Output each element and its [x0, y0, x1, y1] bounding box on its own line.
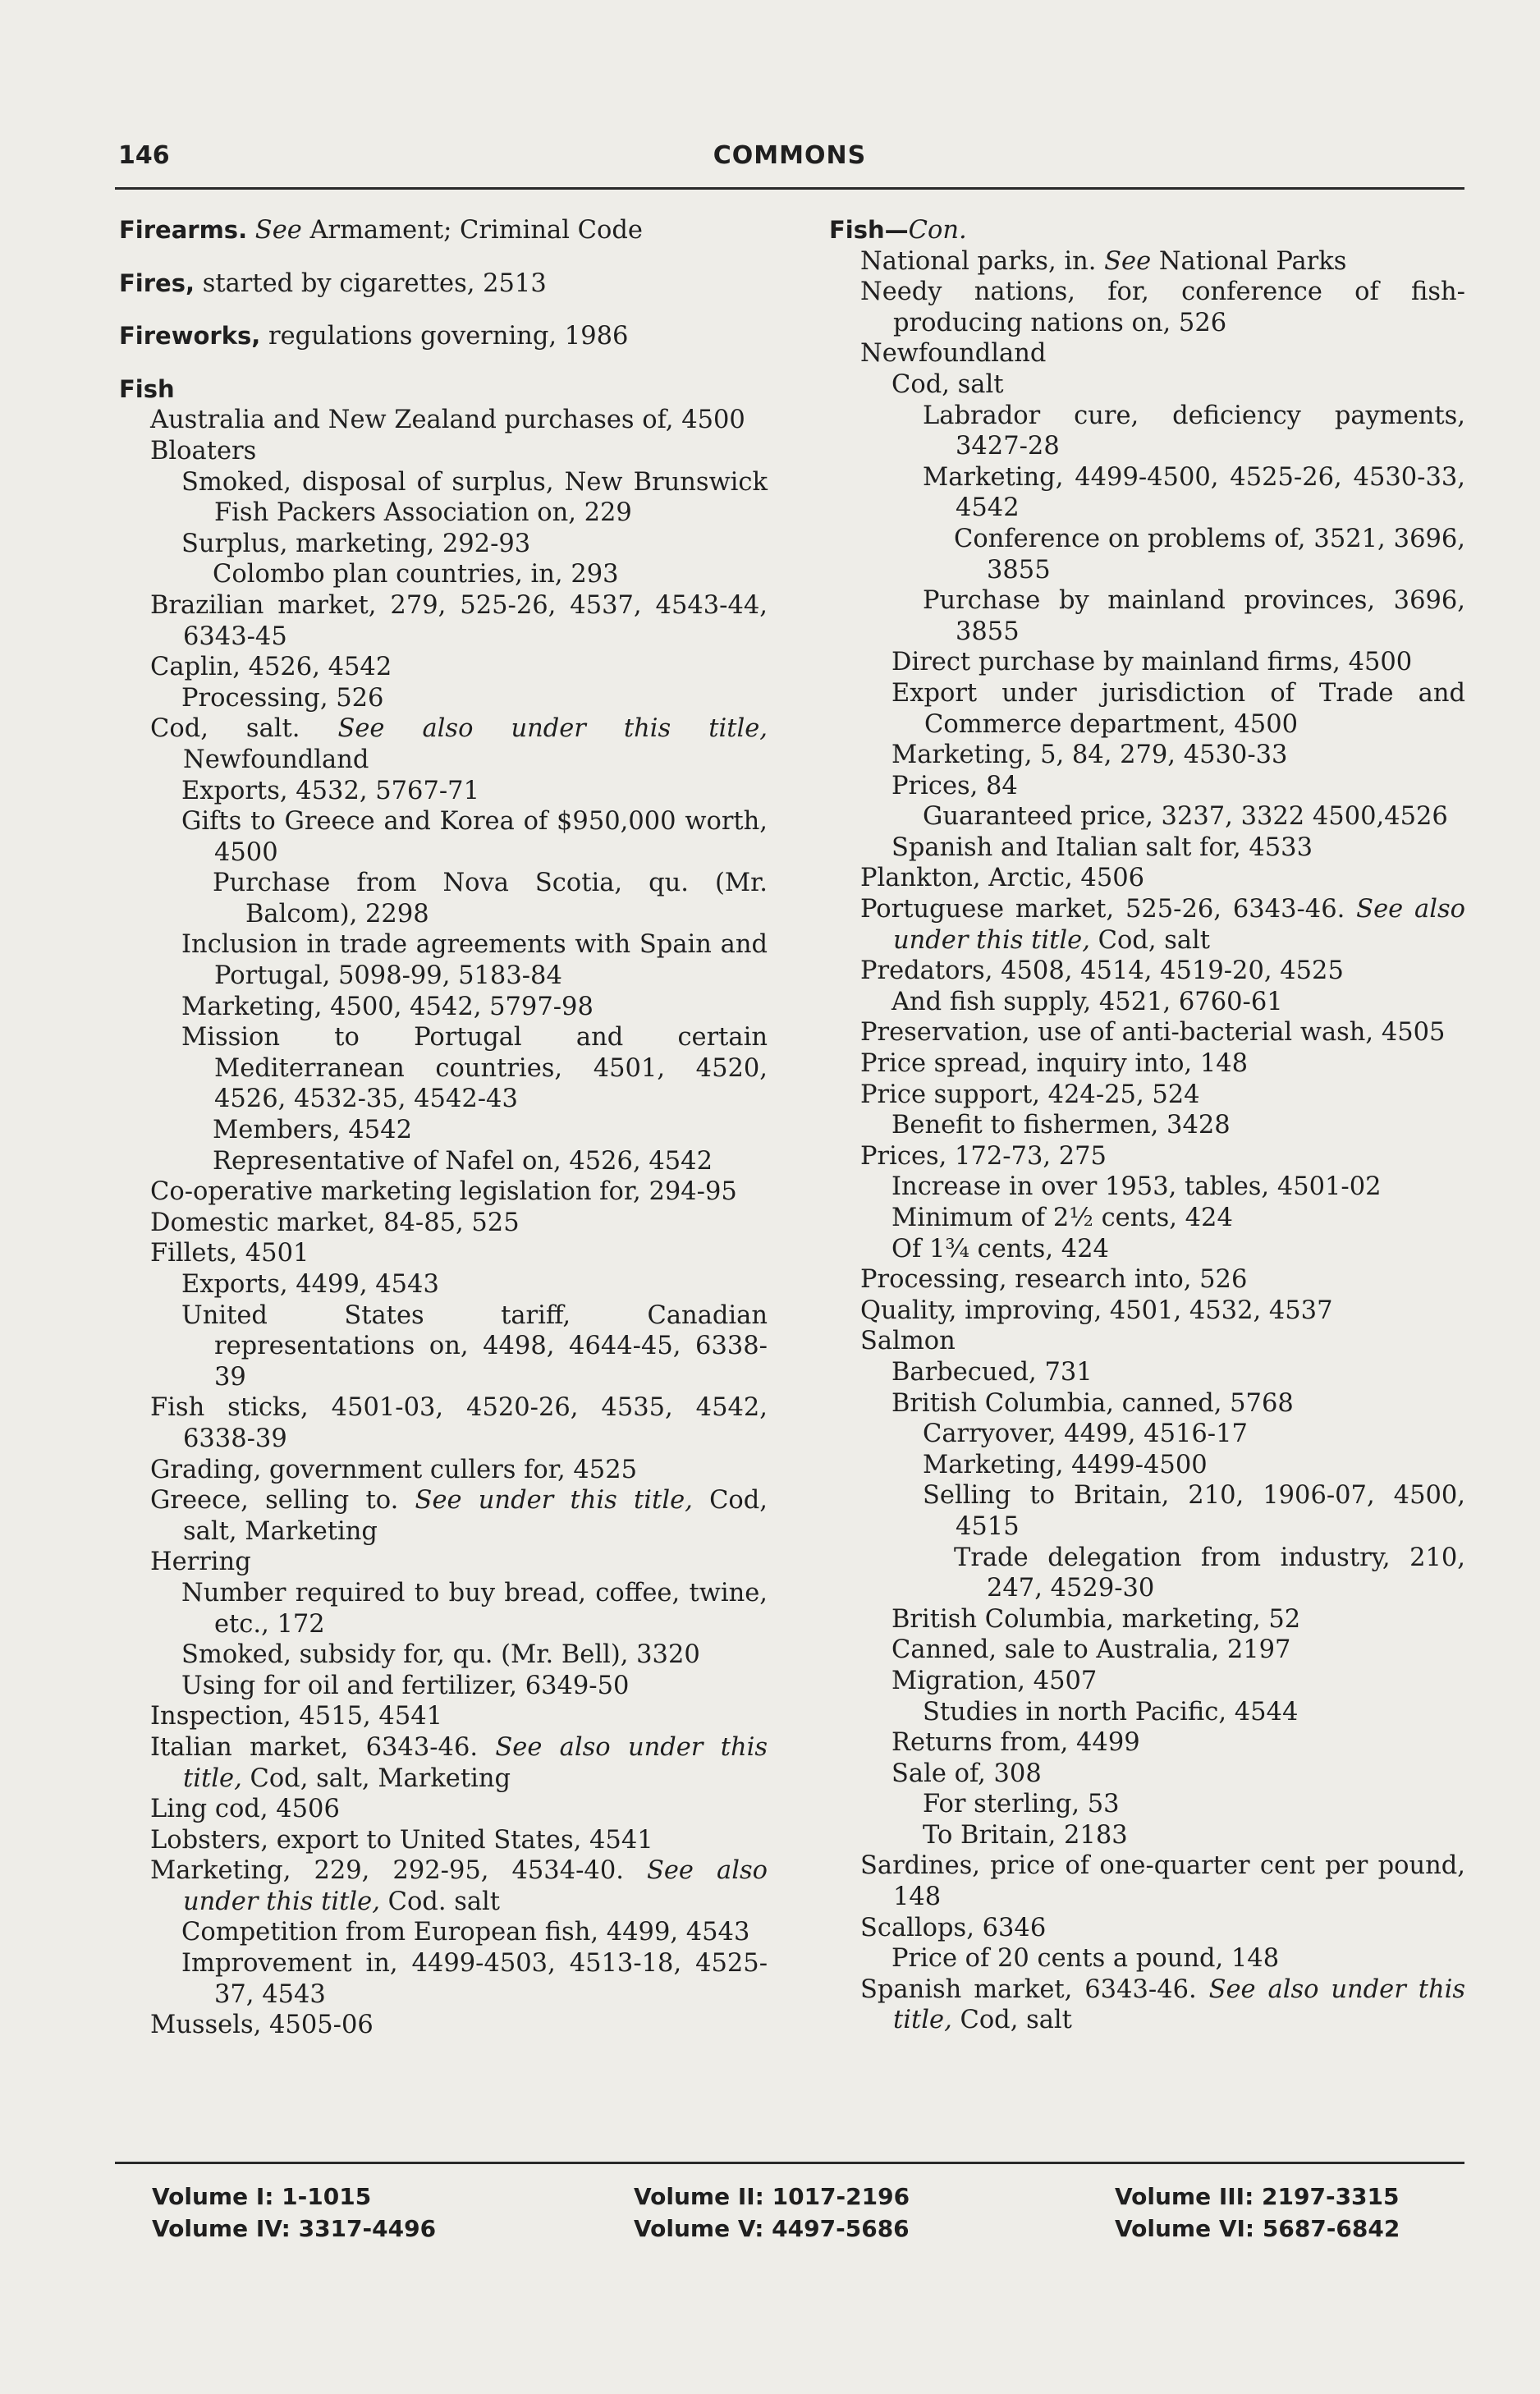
index-entry [829, 740, 1465, 771]
index-entry [829, 524, 1465, 585]
entry-text: Domestic market, 84-85, 525 [150, 1208, 520, 1237]
index-entry [829, 462, 1465, 524]
entry-text: Plankton, Arctic, 4506 [860, 864, 1145, 893]
entry-text: Grading, government cullers for, 4525 [150, 1455, 638, 1484]
cross-reference-text: Con. [908, 216, 967, 245]
entry-text: Preservation, use of anti-bacterial wash, 4505 [860, 1018, 1446, 1048]
entry-text: Direct purchase by mainland firms, 4500 [891, 648, 1413, 677]
entry-text: Marketing, 229, 292-95, 4534-40. [150, 1856, 647, 1886]
index-entry [829, 1357, 1465, 1388]
entry-text: Mission to Portugal and certain Mediterranean countries, 4501, 4520, 4526, 4532-35, 4542-43 [181, 1023, 768, 1114]
entry-text: Fish sticks, 4501-03, 4520-26, 4535, 4542, 6338-39 [150, 1393, 768, 1453]
entry-text: Colombo plan countries, in, 293 [213, 560, 619, 589]
entry-text: National parks, in. [860, 246, 1105, 276]
index-entry [119, 1547, 768, 1578]
volume-range: Volume I: 1-1015 [152, 2183, 372, 2210]
entry-text: Sale of, 308 [891, 1759, 1042, 1788]
index-entry [119, 1948, 768, 2010]
index-entry [119, 1176, 768, 1208]
index-entry [119, 1825, 768, 1856]
entry-text: Cod. salt [379, 1887, 501, 1916]
page-number: 146 [118, 141, 170, 170]
index-entry [119, 529, 768, 560]
entry-text: regulations governing, 1986 [260, 322, 629, 351]
index-entry [829, 647, 1465, 678]
index-entry [829, 246, 1465, 277]
entry-text: Processing, research into, 526 [860, 1265, 1248, 1295]
entry-text: Marketing, 4499-4500 [923, 1450, 1208, 1479]
cross-reference-text: See also under this title, [893, 1974, 1466, 2035]
entry-text: Price support, 424-25, 524 [860, 1080, 1200, 1109]
index-entry [119, 1855, 768, 1917]
entry-text: Guaranteed price, 3237, 3322 4500,4526 [923, 802, 1448, 832]
entry-heading: Fish [119, 374, 175, 403]
index-entry [119, 652, 768, 683]
entry-text: Processing, 526 [181, 683, 384, 713]
index-entry [829, 1419, 1465, 1450]
entry-text: Improvement in, 4499-4503, 4513-18, 4525-37, 4543 [181, 1949, 768, 2009]
entry-text: And fish supply, 4521, 6760-61 [891, 987, 1283, 1016]
index-entry [829, 1789, 1465, 1820]
index-entry [119, 683, 768, 714]
entry-text: Migration, 4507 [891, 1666, 1098, 1695]
index-entry [829, 1820, 1465, 1851]
entry-text: Purchase by mainland provinces, 3696, 3855 [923, 586, 1465, 646]
index-entry [119, 1578, 768, 1640]
entry-text: Price of 20 cents a pound, 148 [891, 1944, 1280, 1974]
index-entry [119, 1732, 768, 1794]
index-entry [829, 1450, 1465, 1481]
index-entry [119, 1701, 768, 1732]
entry-heading: Fires, [119, 268, 195, 297]
entry-text: Number required to buy bread, coffee, twine, etc., 172 [181, 1578, 768, 1639]
index-entry [829, 215, 1465, 246]
entry-text: Prices, 172-73, 275 [860, 1141, 1107, 1171]
index-entry [119, 268, 768, 300]
entry-text: Carryover, 4499, 4516-17 [923, 1419, 1248, 1449]
entry-text: Returns from, 4499 [891, 1728, 1140, 1758]
entry-text: Surplus, marketing, 292-93 [181, 529, 531, 558]
index-entry [829, 1234, 1465, 1265]
entry-text: Trade delegation from industry, 210, 247, 4529-30 [954, 1543, 1465, 1603]
entry-text: For sterling, 53 [923, 1790, 1120, 1819]
cross-reference-text: See [1104, 246, 1152, 276]
entry-text: Barbecued, 731 [891, 1357, 1093, 1387]
volume-footer [115, 2162, 1464, 2242]
index-entry [119, 806, 768, 868]
index-entry [829, 1264, 1465, 1296]
entry-text: Smoked, subsidy for, qu. (Mr. Bell), 3320 [181, 1640, 700, 1670]
index-entry [829, 1203, 1465, 1234]
entry-text: Representative of Nafel on, 4526, 4542 [213, 1146, 713, 1176]
entry-text: Members, 4542 [213, 1116, 413, 1145]
index-entry [829, 1851, 1465, 1912]
index-entry [829, 1913, 1465, 1944]
index-entry [119, 929, 768, 991]
index-entry [829, 956, 1465, 987]
index-entry [829, 1727, 1465, 1759]
entry-text: Minimum of 2½ cents, 424 [891, 1204, 1233, 1232]
index-entry [119, 713, 768, 775]
entry-text: To Britain, 2183 [923, 1820, 1128, 1850]
index-entry [829, 1974, 1465, 2036]
entry-text: Cod, salt, Marketing [183, 1486, 768, 1546]
index-entry [829, 1943, 1465, 1974]
index-entry [119, 868, 768, 929]
entry-text: Cod, salt. [150, 714, 338, 744]
index-entry [119, 1238, 768, 1269]
index-entry [829, 1480, 1465, 1542]
entry-text: Greece, selling to. [150, 1486, 415, 1516]
volume-range: Volume V: 4497-5686 [634, 2215, 910, 2242]
entry-text: United States tariff, Canadian representations on, 4498, 4644-45, 6338-39 [181, 1300, 768, 1392]
index-entry [119, 1917, 768, 1948]
index-entry [829, 338, 1465, 369]
entry-text: Competition from European fish, 4499, 4543 [181, 1918, 750, 1947]
entry-text: Selling to Britain, 210, 1906-07, 4500, 4515 [923, 1481, 1465, 1541]
entry-text: Cod, salt, Marketing [241, 1763, 511, 1793]
index-entry [119, 374, 768, 406]
cross-reference-text: See [254, 216, 302, 245]
volume-range: Volume II: 1017-2196 [634, 2183, 910, 2210]
index-entry [119, 436, 768, 467]
entry-heading: Firearms. [119, 216, 248, 244]
index-entry [119, 1146, 768, 1177]
index-entry [119, 1115, 768, 1146]
index-entry [829, 1697, 1465, 1728]
entry-text: Purchase from Nova Scotia, qu. (Mr. Balcom), 2298 [213, 869, 768, 929]
entry-text: Armament; Criminal Code [301, 216, 643, 245]
entry-text: Inclusion in trade agreements with Spain and Portugal, 5098-99, 5183-84 [181, 930, 768, 991]
index-entry [829, 1635, 1465, 1666]
entry-text: Quality, improving, 4501, 4532, 4537 [860, 1296, 1333, 1325]
entry-text: Australia and New Zealand purchases of, 4500 [150, 406, 745, 435]
index-entry [829, 1296, 1465, 1327]
index-entry [829, 585, 1465, 647]
right-index-column [829, 215, 1465, 2036]
cross-reference-text: See also under this title, [183, 1856, 768, 1916]
entry-text: Salmon [860, 1327, 956, 1356]
index-entry [829, 1543, 1465, 1604]
entry-text: Portuguese market, 525-26, 6343-46. [860, 895, 1357, 924]
entry-text: Smoked, disposal of surplus, New Brunswick Fish Packers Association on, 229 [181, 467, 768, 528]
index-entry [829, 1326, 1465, 1357]
index-entry [119, 2010, 768, 2041]
index-entry [829, 801, 1465, 832]
entry-text: Needy nations, for, conference of fish-producing nations on, 526 [860, 277, 1465, 337]
entry-text: started by cigarettes, 2513 [195, 268, 547, 298]
entry-text: Caplin, 4526, 4542 [150, 653, 392, 682]
index-entry [829, 401, 1465, 462]
entry-text: Cod, salt [1089, 925, 1211, 955]
index-entry [829, 771, 1465, 802]
entry-text: Predators, 4508, 4514, 4519-20, 4525 [860, 956, 1344, 986]
index-entry [119, 1300, 768, 1393]
cross-reference-text: See also under this title, [337, 714, 768, 744]
entry-text: National Parks [1151, 246, 1347, 276]
index-entry [829, 987, 1465, 1018]
index-entry [829, 1017, 1465, 1048]
index-entry [119, 1485, 768, 1547]
entry-text: Benefit to fishermen, 3428 [891, 1111, 1231, 1140]
entry-text: Price spread, inquiry into, 148 [860, 1049, 1249, 1079]
index-entry [829, 1172, 1465, 1203]
left-index-column [119, 215, 768, 2041]
entry-text: Lobsters, export to United States, 4541 [150, 1825, 653, 1855]
index-entry [829, 1604, 1465, 1635]
entry-text: Newfoundland [183, 745, 369, 774]
entry-text: Bloaters [150, 436, 257, 466]
entry-text: Gifts to Greece and Korea of $950,000 worth, 4500 [181, 807, 768, 867]
index-entry [829, 1080, 1465, 1111]
entry-text: Ling cod, 4506 [150, 1795, 340, 1824]
index-entry [119, 1455, 768, 1486]
index-entry [829, 678, 1465, 740]
index-entry [119, 1269, 768, 1300]
index-entry [829, 1666, 1465, 1697]
entry-text: Marketing, 4499-4500, 4525-26, 4530-33, 4542 [923, 462, 1465, 523]
entry-text: Increase in over 1953, tables, 4501-02 [891, 1172, 1382, 1202]
entry-text: Marketing, 4500, 4542, 5797-98 [181, 992, 594, 1021]
volume-range: Volume IV: 3317-4496 [152, 2215, 437, 2242]
index-entry [829, 369, 1465, 401]
index-entry [829, 1141, 1465, 1172]
entry-text: Canned, sale to Australia, 2197 [891, 1635, 1291, 1665]
index-entry [119, 776, 768, 807]
entry-text: Italian market, 6343-46. [150, 1732, 496, 1762]
entry-text: Of 1¾ cents, 424 [891, 1234, 1109, 1264]
index-entry [119, 467, 768, 529]
entry-text: Spanish market, 6343-46. [860, 1974, 1209, 2004]
index-entry [119, 1022, 768, 1115]
page-header [115, 138, 1464, 190]
entry-text: Marketing, 5, 84, 279, 4530-33 [891, 741, 1288, 770]
entry-text [247, 216, 255, 245]
volume-row [115, 2164, 1464, 2210]
entry-text: Sardines, price of one-quarter cent per pound, 148 [860, 1851, 1465, 1912]
entry-text: Using for oil and fertilizer, 6349-50 [181, 1671, 630, 1700]
entry-text: Cod, salt [951, 2006, 1072, 2035]
index-entry [119, 215, 768, 246]
cross-reference-text: See under this title, [415, 1486, 693, 1516]
entry-text: Co-operative marketing legislation for, 294-95 [150, 1177, 737, 1207]
entry-heading: Fireworks, [119, 322, 261, 351]
running-head: COMMONS [713, 141, 867, 170]
entry-text: Export under jurisdiction of Trade and Commerce department, 4500 [891, 678, 1465, 739]
entry-text: Inspection, 4515, 4541 [150, 1702, 443, 1731]
index-entry [829, 863, 1465, 894]
entry-text: British Columbia, canned, 5768 [891, 1388, 1294, 1418]
volume-range: Volume VI: 5687-6842 [1115, 2215, 1400, 2242]
index-entry [119, 321, 768, 352]
cross-reference-text: See also under this title, [183, 1732, 768, 1793]
volume-range: Volume III: 2197-3315 [1115, 2183, 1400, 2210]
entry-text: Brazilian market, 279, 525-26, 4537, 4543-44, 6343-45 [150, 590, 768, 651]
entry-text: Fillets, 4501 [150, 1239, 309, 1268]
index-entry [119, 1392, 768, 1454]
entry-text: Cod, salt [891, 369, 1004, 399]
index-entry [119, 1640, 768, 1671]
entry-text: Newfoundland [860, 339, 1047, 369]
cross-reference-text: See also under this title, [893, 895, 1465, 955]
index-entry [829, 832, 1465, 864]
entry-text: Labrador cure, deficiency payments, 3427-28 [923, 401, 1465, 461]
index-entry [829, 277, 1465, 338]
index-entry [829, 894, 1465, 956]
entry-text: Studies in north Pacific, 4544 [923, 1697, 1299, 1727]
index-entry [829, 1759, 1465, 1790]
index-entry [119, 992, 768, 1023]
index-entry [829, 1388, 1465, 1419]
volume-row [115, 2196, 1464, 2242]
index-entry [829, 1048, 1465, 1080]
entry-heading: Fish— [829, 216, 909, 244]
entry-text: Spanish and Italian salt for, 4533 [891, 832, 1313, 862]
index-entry [119, 405, 768, 436]
index-entry [119, 1671, 768, 1702]
entry-text: Scallops, 6346 [860, 1913, 1047, 1942]
entry-text: Mussels, 4505-06 [150, 2011, 374, 2040]
index-entry [119, 1794, 768, 1825]
entry-text: Exports, 4499, 4543 [181, 1270, 439, 1299]
index-entry [119, 559, 768, 590]
index-entry [119, 1208, 768, 1239]
index-entry [119, 590, 768, 652]
entry-text: Exports, 4532, 5767-71 [181, 776, 479, 805]
index-entry [829, 1110, 1465, 1141]
entry-text: British Columbia, marketing, 52 [891, 1604, 1301, 1634]
entry-text: Prices, 84 [891, 771, 1018, 800]
entry-text: Herring [150, 1548, 251, 1577]
entry-text: Conference on problems of, 3521, 3696, 3855 [954, 524, 1465, 585]
